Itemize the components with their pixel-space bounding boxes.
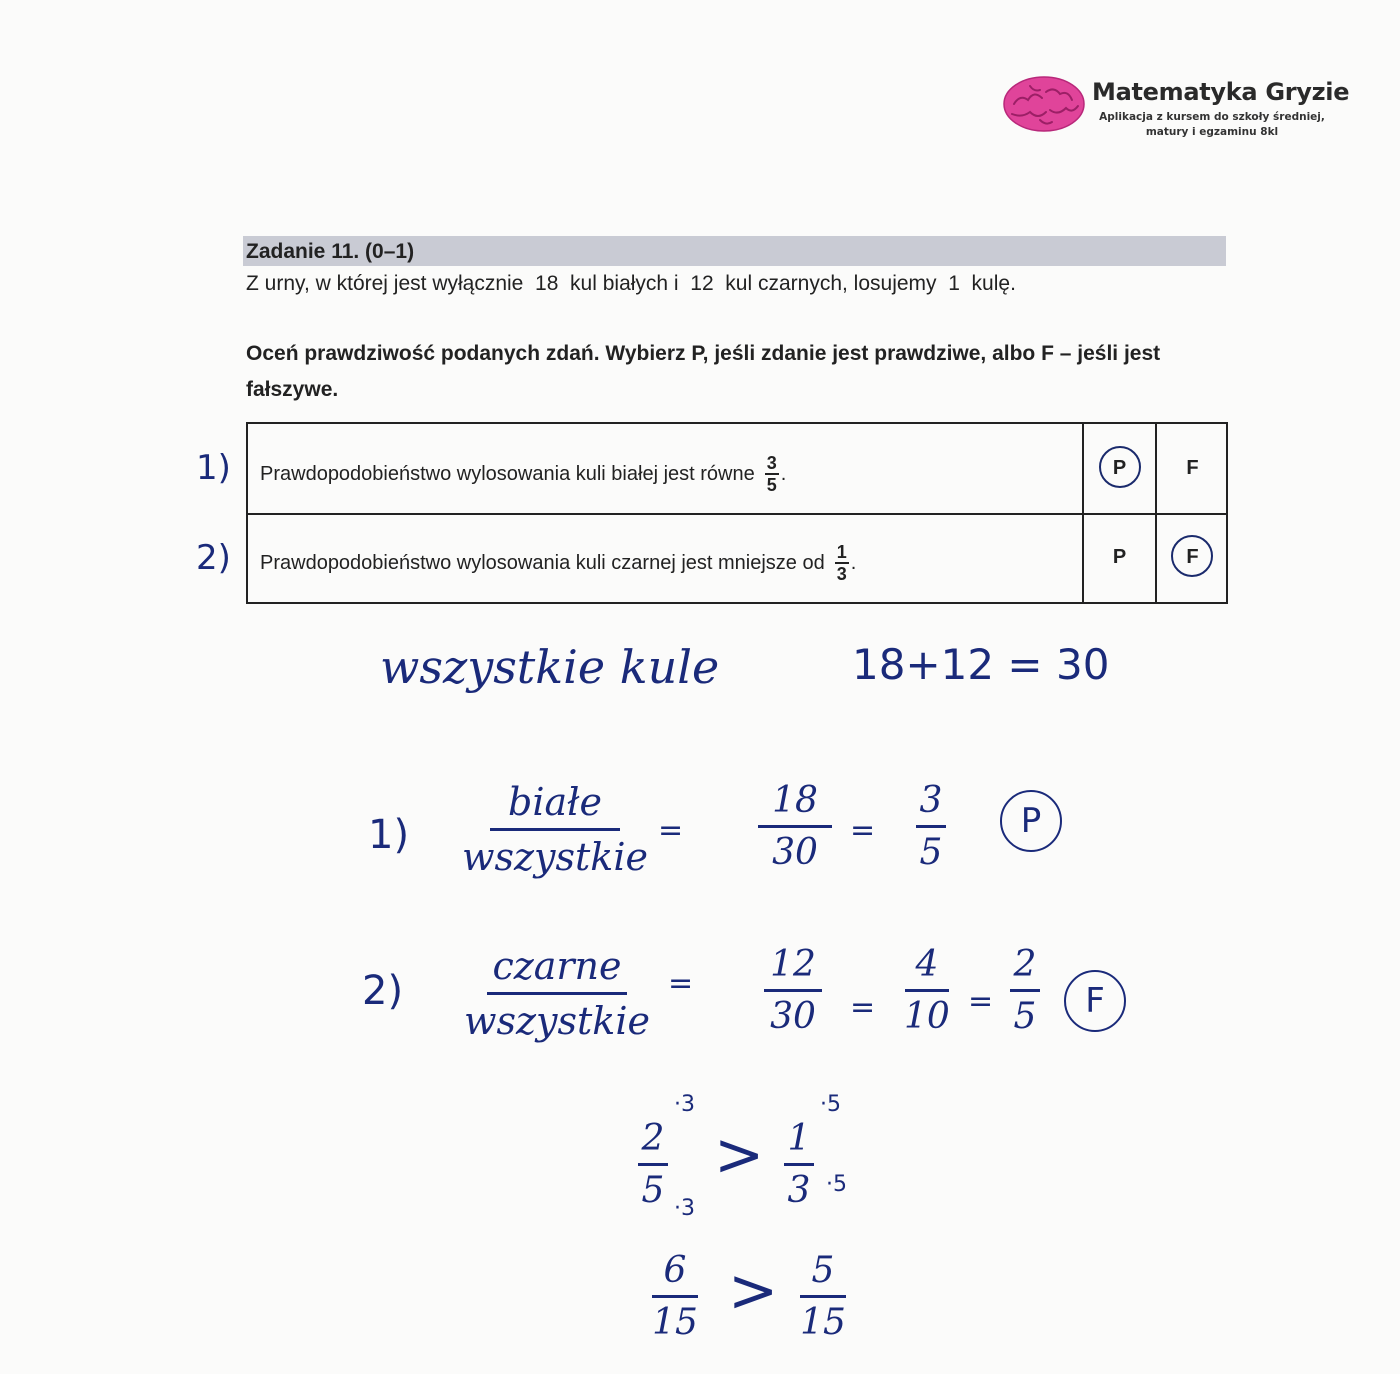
fraction: [765, 454, 779, 494]
fraction-numerator: 12: [770, 944, 816, 985]
row-marker-2: 2): [196, 538, 231, 578]
fraction-denominator: 15: [800, 1301, 846, 1343]
option-p-2[interactable]: [1082, 513, 1155, 602]
row-marker-1: 1): [196, 448, 231, 488]
option-label: P: [1112, 457, 1127, 479]
table-row: [248, 424, 1226, 515]
option-f-1[interactable]: [1155, 424, 1228, 513]
statement-end: .: [850, 551, 857, 574]
true-false-table: [246, 422, 1228, 604]
compare1-fraction-b: [784, 1118, 814, 1211]
statement-2: [260, 543, 856, 583]
total-label: wszystkie kule: [380, 640, 720, 694]
fraction-denominator: wszystkie: [462, 834, 648, 879]
equals-sign: =: [668, 966, 694, 1001]
multiplier-top: ·3: [674, 1092, 695, 1117]
verdict-circle-p: P: [1000, 790, 1062, 852]
multiplier-value: 5: [833, 1172, 847, 1197]
fraction-bar: [652, 1295, 698, 1298]
fraction-denominator: 5: [919, 831, 943, 873]
task-instruction: Oceń prawdziwość podanych zdań. Wybierz P, jeśli zdanie jest prawdziwe, albo F – jeśli jest fałszywe.: [246, 342, 1161, 401]
step2-marker: 2): [362, 968, 404, 1014]
selection-circle: [1171, 535, 1213, 577]
compare2-fraction-a: [652, 1250, 698, 1343]
brain-icon: [1000, 74, 1088, 134]
total-expression: 18+12 = 30: [852, 640, 1110, 689]
equals-sign: =: [850, 813, 876, 848]
fraction-numerator: 1: [836, 542, 847, 562]
fraction: [835, 543, 849, 583]
fraction-bar: [784, 1163, 814, 1166]
selection-circle: [1099, 446, 1141, 488]
fraction-denominator: 15: [652, 1301, 698, 1343]
fraction-bar: [487, 992, 627, 995]
compare1-fraction-a: [638, 1118, 668, 1211]
fraction-numerator: 3: [919, 780, 943, 821]
statement-end: .: [780, 462, 787, 485]
greater-than-sign: >: [714, 1120, 765, 1190]
step2-fraction-c: [1010, 944, 1040, 1037]
fraction-bar: [800, 1295, 846, 1298]
fraction-bar: [490, 828, 620, 831]
fraction-bar: [638, 1163, 668, 1166]
fraction-numerator: czarne: [492, 944, 622, 988]
table-row: [248, 513, 1226, 602]
fraction-numerator: 2: [1013, 944, 1037, 985]
fraction-bar: [1010, 989, 1040, 992]
step1-fraction-b: [916, 780, 946, 873]
statement-text: Prawdopodobieństwo wylosowania kuli białej jest równe: [260, 462, 755, 485]
fraction-numerator: 6: [663, 1250, 687, 1291]
fraction-denominator: 5: [766, 475, 777, 495]
fraction-denominator: 10: [904, 995, 950, 1037]
fraction-bar: [905, 989, 949, 992]
compare2-fraction-b: [800, 1250, 846, 1343]
fraction-numerator: 1: [787, 1118, 811, 1159]
equals-sign: =: [968, 984, 994, 1019]
fraction-bar: [758, 825, 832, 828]
option-label: F: [1186, 546, 1199, 568]
step1-word-fraction: [462, 780, 648, 879]
multiplier-value: 3: [681, 1196, 695, 1221]
step1-fraction-a: [758, 780, 832, 873]
task-title: Zadanie 11. (0–1): [246, 240, 415, 263]
greater-than-sign: >: [728, 1256, 779, 1326]
fraction-denominator: 3: [836, 564, 847, 584]
fraction-numerator: 3: [766, 453, 777, 473]
step2-fraction-b: [904, 944, 950, 1037]
task-header-bar: [243, 236, 1226, 266]
step2-word-fraction: [464, 944, 650, 1043]
equals-sign: =: [850, 990, 876, 1025]
fraction-denominator: 30: [770, 995, 816, 1037]
equals-sign: =: [658, 813, 684, 848]
multiplier-value: 3: [681, 1092, 695, 1117]
fraction-numerator: 2: [641, 1118, 665, 1159]
fraction-denominator: 30: [772, 831, 818, 873]
step1-marker: 1): [368, 812, 410, 858]
multiplier-top: ·5: [820, 1092, 841, 1117]
step2-fraction-a: [764, 944, 822, 1037]
statement-text: Prawdopodobieństwo wylosowania kuli czarnej jest mniejsze od: [260, 551, 825, 574]
fraction-numerator: 5: [811, 1250, 835, 1291]
fraction-bar: [916, 825, 946, 828]
fraction-denominator: wszystkie: [464, 998, 650, 1043]
option-f-2[interactable]: [1155, 513, 1228, 602]
brand-title: Matematyka Gryzie: [1092, 78, 1350, 106]
statement-1: [260, 454, 786, 494]
brand-header: [1000, 74, 1360, 144]
multiplier-value: 5: [827, 1092, 841, 1117]
multiplier-bottom: ·5: [826, 1172, 847, 1197]
verdict-circle-f: F: [1064, 970, 1126, 1032]
fraction-denominator: 5: [1013, 995, 1037, 1037]
option-label: P: [1112, 546, 1127, 568]
option-p-1[interactable]: [1082, 424, 1155, 513]
fraction-denominator: 3: [787, 1169, 811, 1211]
multiplier-bottom: ·3: [674, 1196, 695, 1221]
fraction-bar: [764, 989, 822, 992]
option-label: F: [1186, 457, 1199, 479]
brand-subtitle: Aplikacja z kursem do szkoły średniej, matury i egzaminu 8kl: [1099, 111, 1325, 138]
task-intro: Z urny, w której jest wyłącznie 18 kul białych i 12 kul czarnych, losujemy 1 kulę.: [246, 272, 1016, 295]
fraction-numerator: 4: [915, 944, 939, 985]
fraction-numerator: 18: [772, 780, 818, 821]
fraction-numerator: białe: [508, 780, 602, 824]
fraction-denominator: 5: [641, 1169, 665, 1211]
